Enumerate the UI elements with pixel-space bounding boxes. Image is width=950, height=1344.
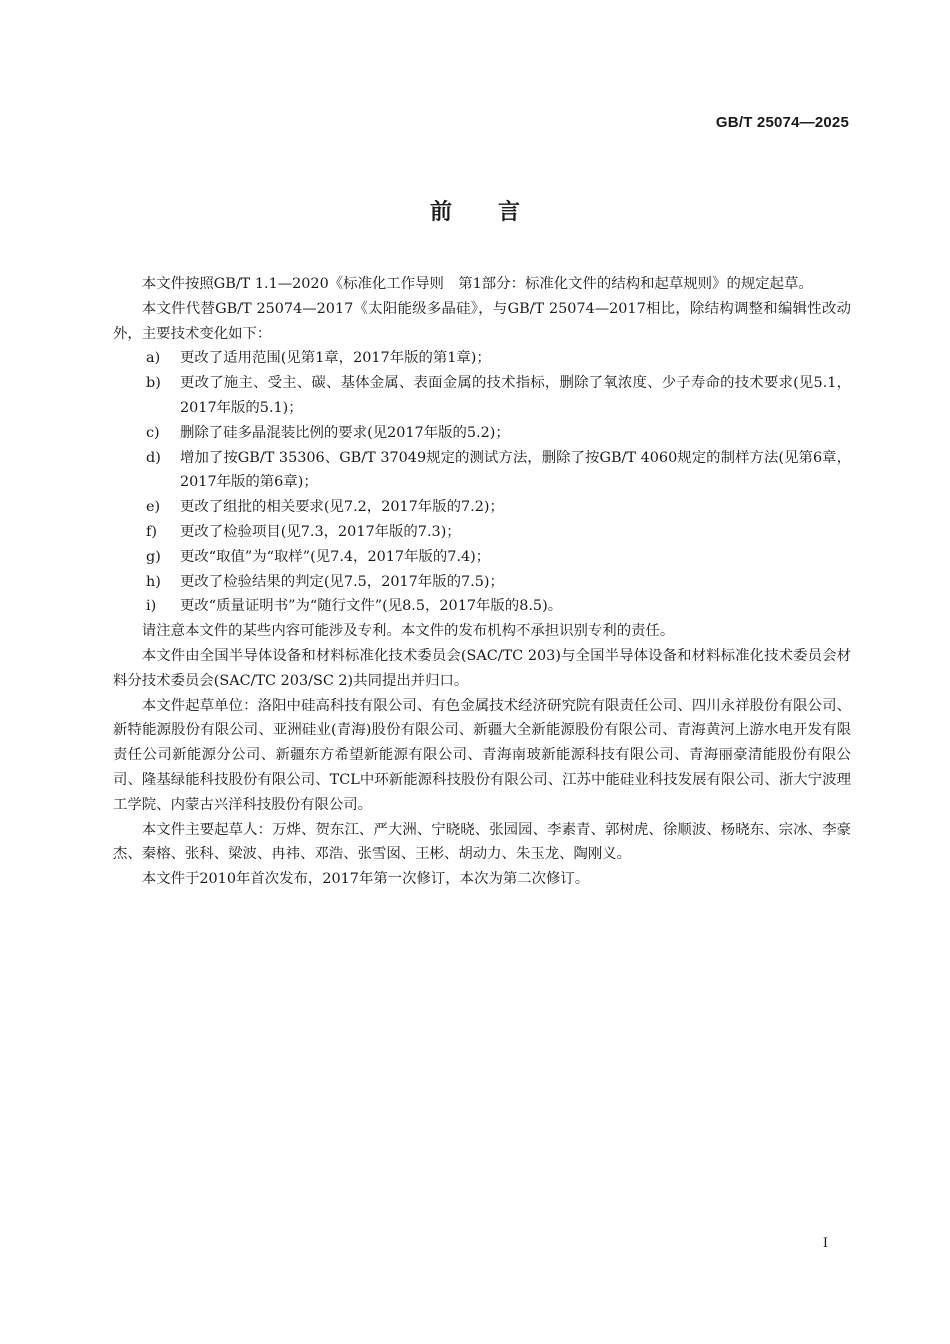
list-item-text: 更改了检验项目(见7.3，2017年版的7.3)； [180, 523, 461, 540]
list-item [113, 520, 851, 545]
paragraph-patent-notice: 请注意本文件的某些内容可能涉及专利。本文件的发布机构不承担识别专利的责任。 [141, 623, 675, 640]
list-item-mark: i) [146, 598, 157, 615]
paragraph-replacement: 本文件代替GB/T 25074—2017《太阳能级多晶硅》，与GB/T 25074—2017相比，除结构调整和编辑性改动外，主要技术变化如下： [113, 300, 851, 342]
paragraph-drafting-units: 本文件起草单位：洛阳中硅高科技有限公司、有色金属技术经济研究院有限责任公司、四川永祥股份有限公司、新特能源股份有限公司、亚洲硅业(青海)股份有限公司、新疆大全新能源股份有限公司、青海黄河上游水电开发有限责任公司新能源分公司、新疆东方希望新能源有限公司、青海南玻新能源科技有限公司、青海丽豪清能股份有限公司、隆基绿能科技股份有限公司、TCL中环新能源科技股份有限公司、江苏中能硅业科技发展有限公司、浙大宁波理工学院、内蒙古兴洋科技股份有限公司。 [113, 697, 851, 813]
changes-list [113, 346, 851, 619]
list-item-mark: h) [146, 573, 161, 590]
list-item-mark: d) [146, 449, 161, 466]
paragraph-proposer: 本文件由全国半导体设备和材料标准化技术委员会(SAC/TC 203)与全国半导体设备和材料标准化技术委员会材料分技术委员会(SAC/TC 203/SC 2)共同提出并归口。 [113, 647, 851, 689]
list-item [113, 446, 851, 496]
list-item-text: 增加了按GB/T 35306、GB/T 37049规定的测试方法，删除了按GB/T 4060规定的制样方法(见第6章，2017年版的第6章)； [180, 449, 851, 491]
list-item [113, 594, 851, 619]
list-item-text: 删除了硅多晶混装比例的要求(见2017年版的5.2)； [180, 424, 510, 441]
paragraph-drafters: 本文件主要起草人：万烨、贺东江、严大洲、宁晓晓、张园园、李素青、郭树虎、徐顺波、杨晓东、宗冰、李豪杰、秦榕、张科、梁波、冉祎、邓浩、张雪囡、王彬、胡动力、朱玉龙、陶刚义。 [113, 821, 851, 863]
list-item-text: 更改了施主、受主、碳、基体金属、表面金属的技术指标，删除了氧浓度、少子寿命的技术要求(见5.1，2017年版的5.1)； [180, 375, 851, 416]
document-body [113, 272, 851, 892]
list-item [113, 570, 851, 595]
list-item-mark: c) [146, 424, 160, 441]
list-item [113, 545, 851, 570]
list-item-mark: g) [146, 548, 161, 565]
list-item [113, 346, 851, 371]
list-item-mark: e) [146, 499, 161, 516]
standard-code: GB/T 25074—2025 [715, 114, 849, 131]
list-item-mark: b) [146, 375, 161, 392]
list-item-text: 更改“取值”为“取样”(见7.4，2017年版的7.4)； [180, 548, 491, 565]
paragraph-drafting-rules: 本文件按照GB/T 1.1—2020《标准化工作导则 第1部分：标准化文件的结构和起草规则》的规定起草。 [141, 276, 813, 292]
list-item-text: 更改“质量证明书”为“随行文件”(见8.5，2017年版的8.5)。 [180, 598, 563, 615]
page-title: 前言 [429, 200, 566, 225]
paragraph-history: 本文件于2010年首次发布，2017年第一次修订，本次为第二次修订。 [141, 871, 590, 888]
list-item-text: 更改了组批的相关要求(见7.2，2017年版的7.2)； [180, 499, 504, 516]
list-item-mark: a) [146, 350, 161, 367]
list-item [113, 371, 851, 421]
list-item [113, 421, 851, 446]
list-item-mark: f) [146, 523, 157, 540]
list-item-text: 更改了适用范围(见第1章，2017年版的第1章)； [180, 350, 491, 367]
list-item-text: 更改了检验结果的判定(见7.5，2017年版的7.5)； [180, 573, 504, 590]
list-item [113, 495, 851, 520]
page-number: I [822, 1236, 828, 1251]
